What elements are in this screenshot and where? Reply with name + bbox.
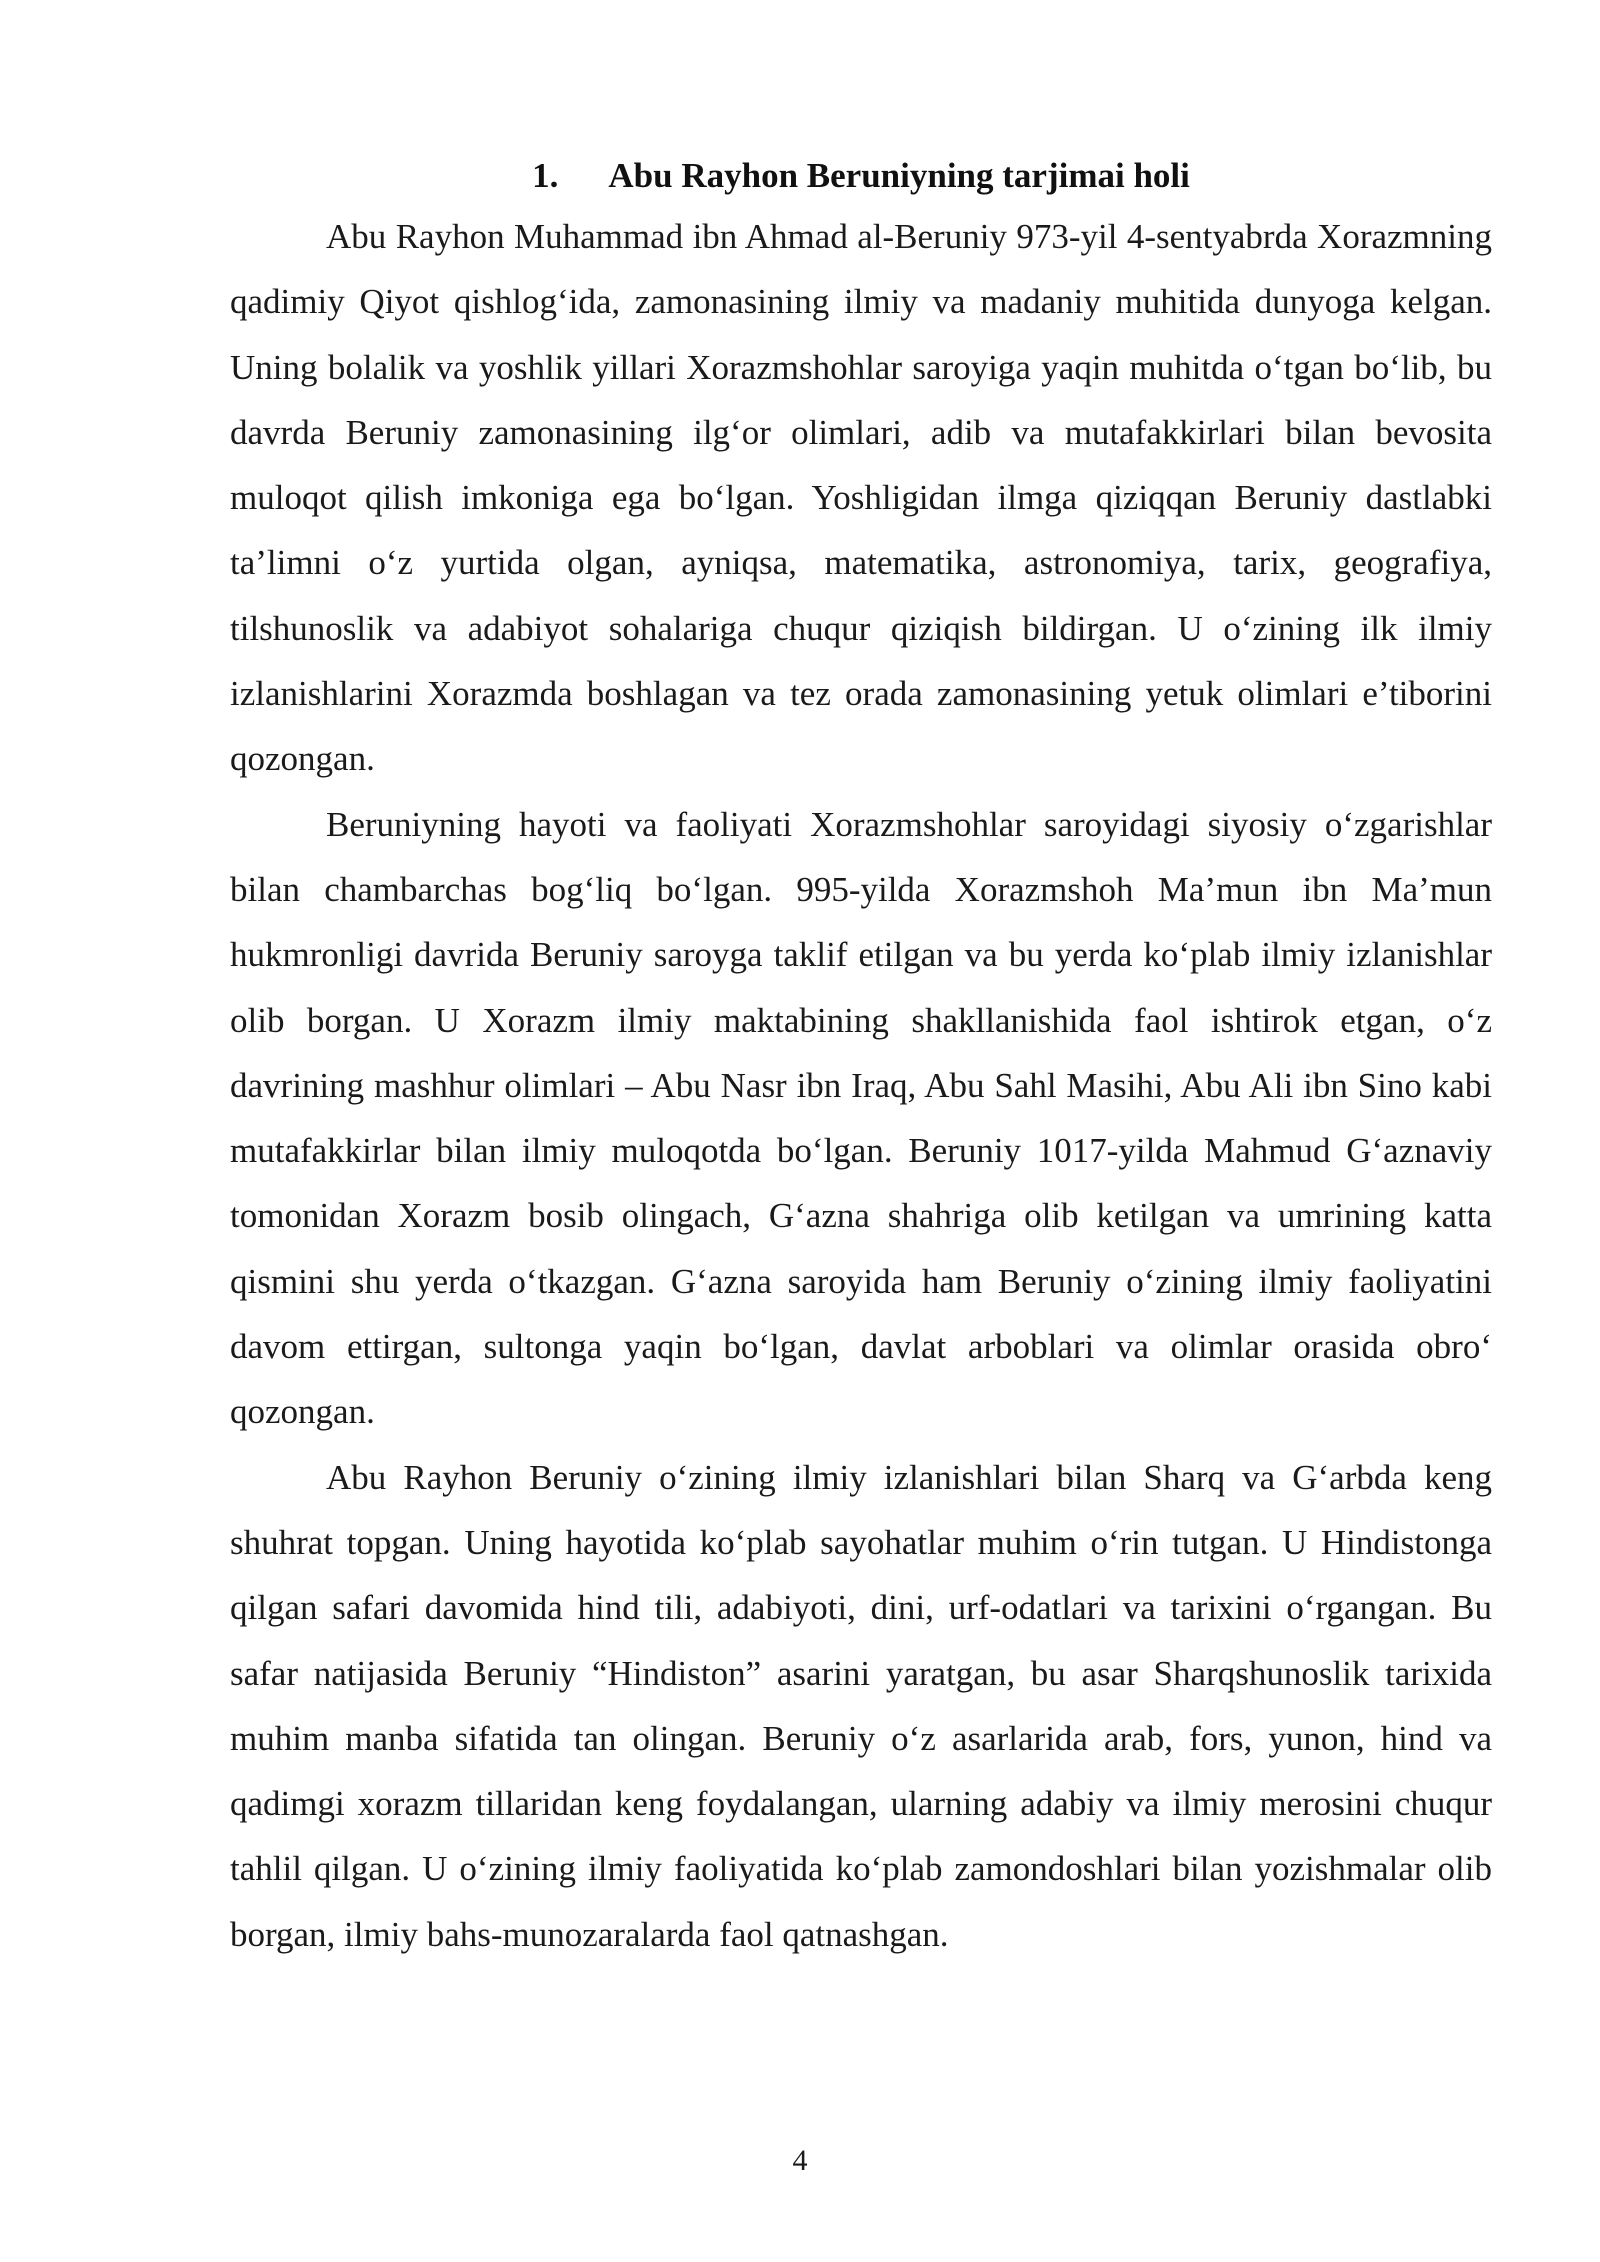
section-number: 1. (532, 156, 559, 195)
page-number: 4 (792, 2144, 808, 2177)
page-content (230, 148, 1492, 1967)
section-heading (230, 148, 1492, 204)
paragraph-1: Abu Rayhon Muhammad ibn Ahmad al-Beruniy 973-yil 4-sentyabrda Xorazmning qadimiy Qiyot qishlog‘ida, zamonasining ilmiy va madaniy muhitida dunyoga kelgan. Uning bolalik va yoshlik yillari Xorazmshohlar saroyiga yaqin muhitda o‘tgan bo‘lib, bu davrda Beruniy zamonasining ilg‘or olimlari, adib va mutafakkirlari bilan bevosita muloqot qilish imkoniga ega bo‘lgan. Yoshligidan ilmga qiziqqan Beruniy dastlabki ta’limni o‘z yurtida olgan, ayniqsa, matematika, astronomiya, tarix, geografiya, tilshunoslik va adabiyot sohalariga chuqur qiziqish bildirgan. U o‘zining ilk ilmiy izlanishlarini Xorazmda boshlagan va tez orada zamonasining yetuk olimlari e’tiborini qozongan. (230, 217, 1492, 779)
paragraph-3: Abu Rayhon Beruniy o‘zining ilmiy izlanishlari bilan Sharq va G‘arbda keng shuhrat topgan. Uning hayotida ko‘plab sayohatlar muhim o‘rin tutgan. U Hindistonga qilgan safari davomida hind tili, adabiyoti, dini, urf-odatlari va tarixini o‘rgangan. Bu safar natijasida Beruniy “Hindiston” asarini yaratgan, bu asar Sharqshunoslik tarixida muhim manba sifatida tan olingan. Beruniy o‘z asarlarida arab, fors, yunon, hind va qadimgi xorazm tillaridan keng foydalangan, ularning adabiy va ilmiy merosini chuqur tahlil qilgan. U o‘zining ilmiy faoliyatida ko‘plab zamondoshlari bilan yozishmalar olib borgan, ilmiy bahs-munozaralarda faol qatnashgan. (230, 1457, 1492, 1954)
paragraph-2: Beruniyning hayoti va faoliyati Xorazmshohlar saroyidagi siyosiy o‘zgarishlar bilan chambarchas bog‘liq bo‘lgan. 995-yilda Xorazmshoh Ma’mun ibn Ma’mun hukmronligi davrida Beruniy saroyga taklif etilgan va bu yerda ko‘plab ilmiy izlanishlar olib borgan. U Xorazm ilmiy maktabining shakllanishida faol ishtirok etgan, o‘z davrining mashhur olimlari – Abu Nasr ibn Iraq, Abu Sahl Masihi, Abu Ali ibn Sino kabi mutafakkirlar bilan ilmiy muloqotda bo‘lgan. Beruniy 1017-yilda Mahmud G‘aznaviy tomonidan Xorazm bosib olingach, G‘azna shahriga olib ketilgan va umrining katta qismini shu yerda o‘tkazgan. G‘azna saroyida ham Beruniy o‘zining ilmiy faoliyatini davom ettirgan, sultonga yaqin bo‘lgan, davlat arboblari va olimlar orasida obro‘ qozongan. (230, 804, 1492, 1432)
section-title: Abu Rayhon Beruniyning tarjimai holi (608, 156, 1190, 195)
